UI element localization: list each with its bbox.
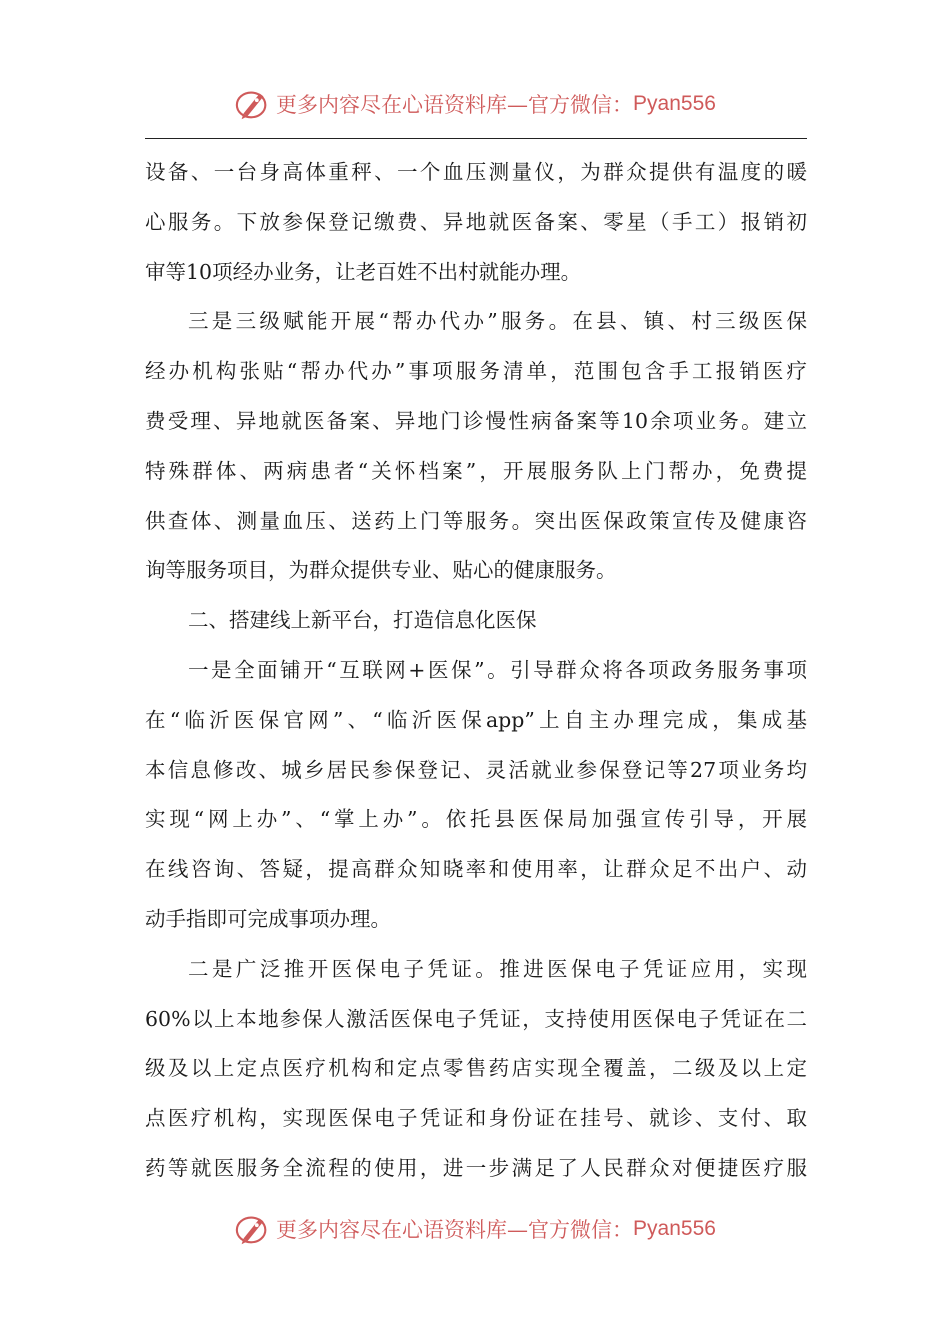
text-line: 二是广泛推开医保电子凭证。推进医保电子凭证应用，实现 <box>188 956 807 981</box>
banner-text: 更多内容尽在心语资料库—官方微信： <box>276 93 634 117</box>
header-banner <box>0 82 950 126</box>
text-line: 在线咨询、答疑，提高群众知晓率和使用率，让群众足不出户、动 <box>145 857 807 882</box>
text-line: 在“临沂医保官网”、“临沂医保app”上自主办理完成，集成基 <box>145 707 807 732</box>
text-line: 审等10项经办业务，让老百姓不出村就能办理。 <box>145 259 582 284</box>
text-line: 经办机构张贴“帮办代办”事项服务清单，范围包含手工报销医疗 <box>145 359 807 384</box>
text-line: 三是三级赋能开展“帮办代办”服务。在县、镇、村三级医保 <box>188 309 807 334</box>
pen-nib-logo-icon <box>234 85 272 123</box>
text-line: 设备、一台身高体重秤、一个血压测量仪，为群众提供有温度的暖 <box>145 160 807 184</box>
text-line: 点医疗机构，实现医保电子凭证和身份证在挂号、就诊、支付、取 <box>145 1106 807 1131</box>
header-divider <box>145 138 807 139</box>
footer-banner <box>0 1207 950 1251</box>
pen-nib-logo-icon <box>234 1210 272 1248</box>
text-line: 药等就医服务全流程的使用，进一步满足了人民群众对便捷医疗服 <box>145 1155 807 1180</box>
text-line: 一是全面铺开“互联网+医保”。引导群众将各项政务服务事项 <box>188 657 807 682</box>
text-line: 特殊群体、两病患者“关怀档案”，开展服务队上门帮办，免费提 <box>145 458 807 483</box>
text-line: 级及以上定点医疗机构和定点零售药店实现全覆盖，二级及以上定 <box>145 1056 807 1081</box>
document-body <box>145 148 807 1194</box>
text-line: 实现“网上办”、“掌上办”。依托县医保局加强宣传引导，开展 <box>145 807 807 832</box>
text-line: 动手指即可完成事项办理。 <box>145 906 391 931</box>
text-line: 本信息修改、城乡居民参保登记、灵活就业参保登记等27项业务均 <box>145 757 807 782</box>
text-line: 60%以上本地参保人激活医保电子凭证，支持使用医保电子凭证在二 <box>145 1006 807 1031</box>
text-line: 心服务。下放参保登记缴费、异地就医备案、零星（手工）报销初 <box>145 209 807 234</box>
wechat-id: Pyan556 <box>633 1217 716 1240</box>
section-heading: 二、搭建线上新平台，打造信息化医保 <box>188 608 537 633</box>
text-line: 询等服务项目，为群众提供专业、贴心的健康服务。 <box>145 558 617 583</box>
banner-text: 更多内容尽在心语资料库—官方微信： <box>276 1218 634 1242</box>
text-line: 费受理、异地就医备案、异地门诊慢性病备案等10余项业务。建立 <box>145 408 807 433</box>
wechat-id: Pyan556 <box>633 92 716 115</box>
text-line: 供查体、测量血压、送药上门等服务。突出医保政策宣传及健康咨 <box>145 508 807 533</box>
